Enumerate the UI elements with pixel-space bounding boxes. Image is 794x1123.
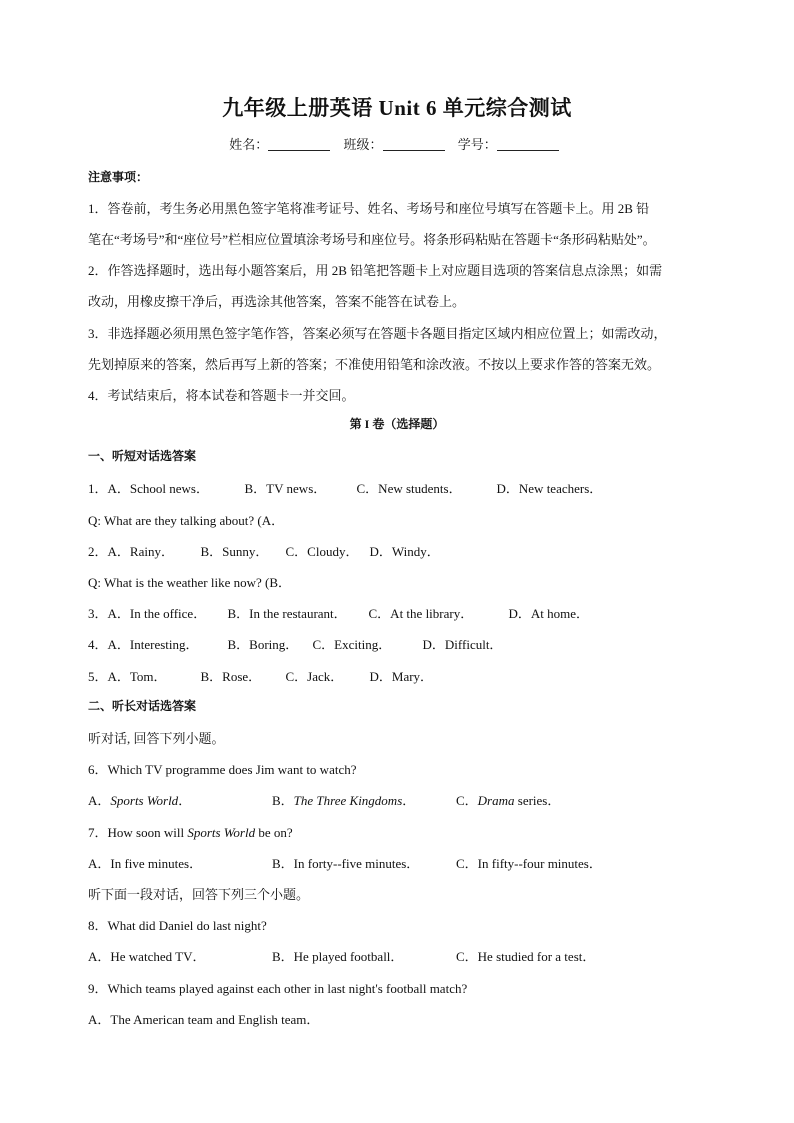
option-a[interactable]: A．Rainy． (107, 544, 174, 559)
notice-line: 先划掉原来的答案，然后再写上新的答案；不准使用铅笔和涂改液。不按以上要求作答的答案无效。 (88, 357, 661, 372)
option-c[interactable]: C．He studied for a test． (456, 949, 596, 964)
student-info-line (0, 134, 794, 153)
option-a[interactable]: A．He watched TV． (88, 949, 206, 964)
question-number: 5． (88, 669, 108, 684)
question-9: 9．Which teams played against each other in last night's football match? (88, 981, 468, 996)
question-7: 7．How soon will Sports World be on? (88, 825, 293, 840)
option-a[interactable]: A．Sports World． (88, 793, 192, 808)
question-5 (88, 666, 718, 685)
question-number: 2． (88, 544, 108, 559)
notice-line: 笔在“考场号”和“座位号”栏相应位置填涂考场号和座位号。将条形码粘贴在答题卡“条形码粘贴处”。 (88, 232, 656, 247)
question-3 (88, 603, 718, 622)
name-label: 姓名： (229, 137, 269, 152)
option-c[interactable]: C．Drama series． (456, 793, 561, 808)
question-8: 8．What did Daniel do last night? (88, 918, 267, 933)
option-a[interactable]: A．In five minutes． (88, 856, 203, 871)
option-c[interactable]: C．At the library． (368, 606, 474, 621)
notice-heading: 注意事项： (88, 170, 149, 184)
option-a[interactable]: A．Interesting． (107, 637, 199, 652)
option-b[interactable]: B．The Three Kingdoms． (272, 793, 416, 808)
option-b[interactable]: B．In forty--five minutes． (272, 856, 420, 871)
id-label: 学号： (457, 137, 497, 152)
question-2-prompt: Q: What is the weather like now? (B． (88, 575, 292, 590)
name-blank[interactable] (268, 136, 330, 151)
option-a[interactable]: A．Tom． (107, 669, 167, 684)
question-2 (88, 541, 718, 560)
option-d[interactable]: D．New teachers． (496, 481, 603, 496)
option-d[interactable]: D．Difficult． (422, 637, 503, 652)
question-1 (88, 478, 718, 497)
option-c[interactable]: C．In fifty--four minutes． (456, 856, 602, 871)
notice-line: 1．答卷前，考生务必用黑色签字笔将准考证号、姓名、考场号和座位号填写在答题卡上。用 2B 铅 (88, 201, 650, 216)
notice-line: 3．非选择题必须用黑色签字笔作答，答案必须写在答题卡各题目指定区域内相应位置上；如需改动， (88, 326, 667, 341)
option-b[interactable]: B．TV news． (244, 481, 327, 496)
section2-heading: 二、听长对话选答案 (88, 699, 197, 713)
question-6: 6．Which TV programme does Jim want to watch? (88, 762, 357, 777)
notice-line: 2．作答选择题时，选出每小题答案后，用 2B 铅笔把答题卡上对应题目选项的答案信息点涂黑；如需 (88, 263, 663, 278)
option-a[interactable]: A．In the office． (107, 606, 207, 621)
option-b[interactable]: B．Rose． (200, 669, 262, 684)
notice-line: 4．考试结束后，将本试卷和答题卡一并交回。 (88, 388, 355, 403)
question-4 (88, 634, 718, 653)
class-label: 班级： (343, 137, 383, 152)
volume-title: 第 I 卷（选择题） (349, 417, 445, 431)
option-c[interactable]: C．Exciting． (312, 637, 392, 652)
question-7-options (88, 853, 718, 872)
question-1-prompt: Q: What are they talking about? (A． (88, 513, 285, 528)
option-a[interactable]: A．School news． (107, 481, 209, 496)
section2-intro: 听下面一段对话，回答下列三个小题。 (88, 887, 310, 902)
option-b[interactable]: B．Boring． (227, 637, 299, 652)
section1-heading: 一、听短对话选答案 (88, 449, 197, 463)
question-9-option-a[interactable]: A．The American team and English team． (88, 1012, 320, 1027)
option-d[interactable]: D．Mary． (369, 669, 434, 684)
option-c[interactable]: C．New students． (356, 481, 462, 496)
notice-line: 改动，用橡皮擦干净后，再选涂其他答案，答案不能答在试卷上。 (88, 294, 466, 309)
question-number: 1． (88, 481, 108, 496)
option-c[interactable]: C．Jack． (285, 669, 344, 684)
question-number: 4． (88, 637, 108, 652)
question-number: 3． (88, 606, 108, 621)
option-b[interactable]: B．He played football． (272, 949, 404, 964)
option-d[interactable]: D．Windy． (369, 544, 440, 559)
question-6-options (88, 790, 718, 809)
page-title: 九年级上册英语 Unit 6 单元综合测试 (222, 96, 572, 120)
option-c[interactable]: C．Cloudy． (285, 544, 359, 559)
section2-intro: 听对话, 回答下列小题。 (88, 731, 225, 746)
option-b[interactable]: B．In the restaurant． (227, 606, 347, 621)
question-8-options (88, 946, 718, 965)
option-d[interactable]: D．At home． (508, 606, 590, 621)
class-blank[interactable] (383, 136, 445, 151)
option-b[interactable]: B．Sunny． (200, 544, 269, 559)
id-blank[interactable] (497, 136, 559, 151)
